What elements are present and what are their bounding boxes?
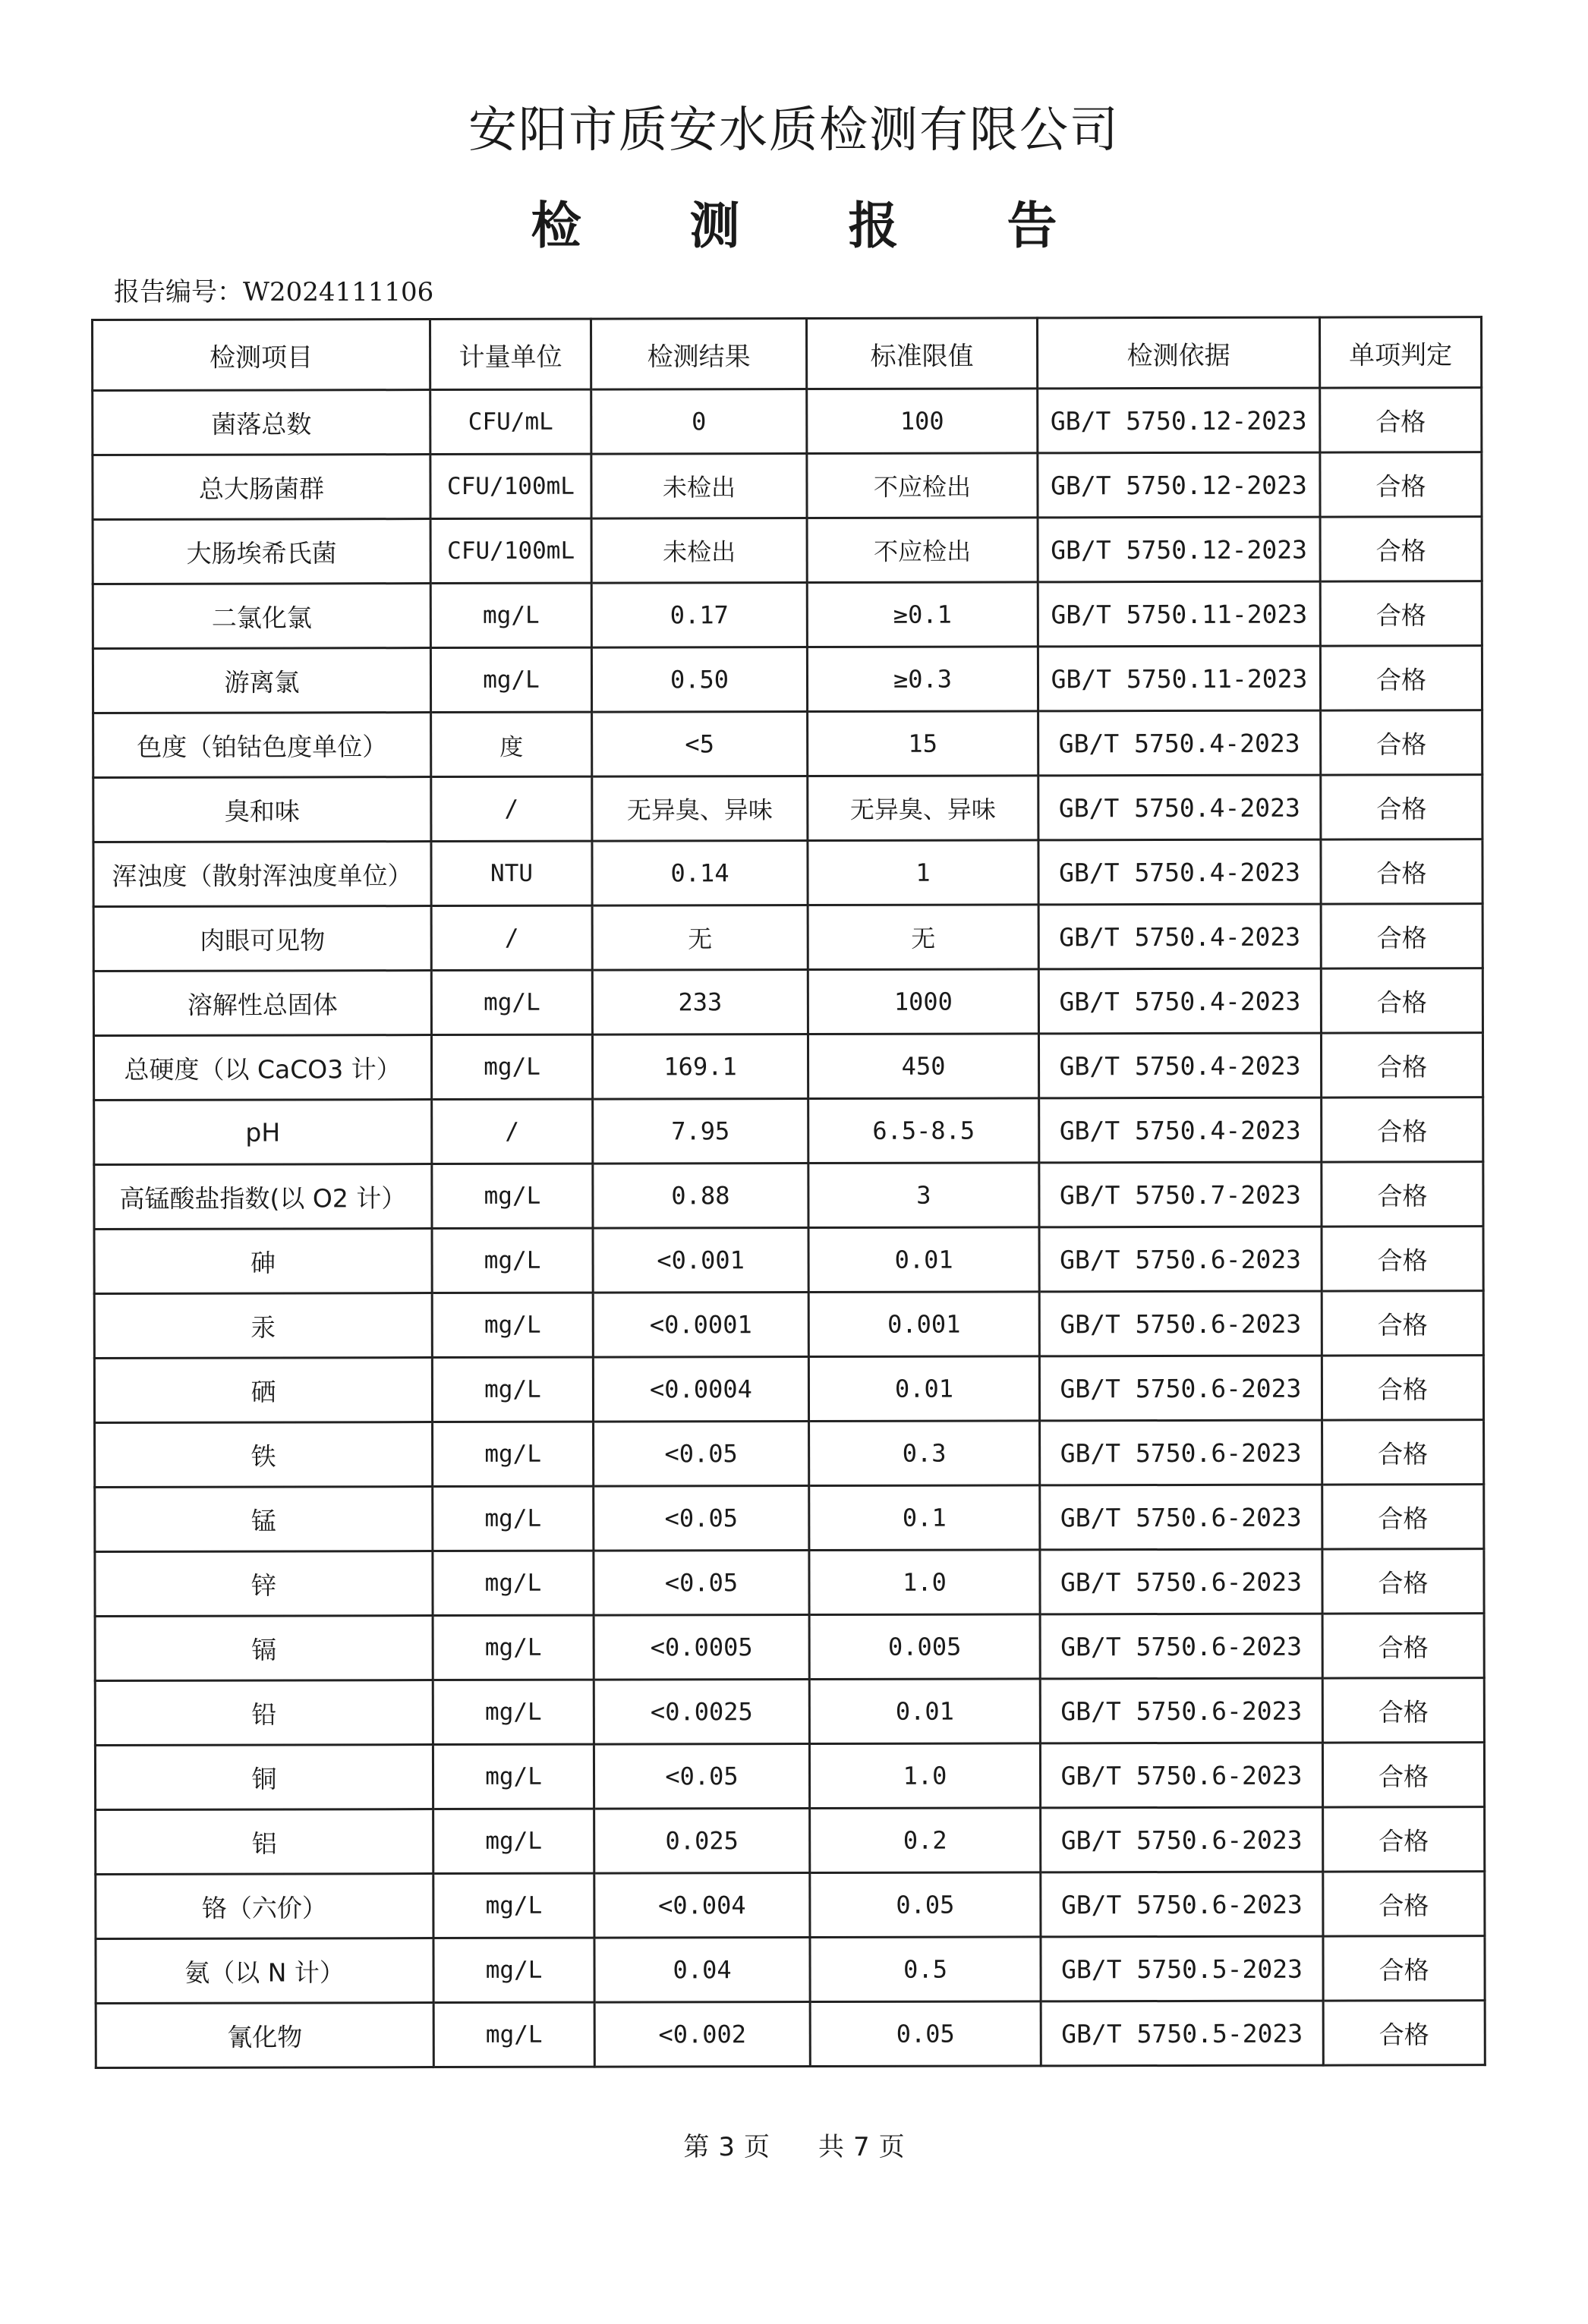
cell-limit: 无异臭、异味 — [808, 776, 1038, 841]
cell-basis: GB/T 5750.12-2023 — [1038, 452, 1320, 518]
cell-unit: / — [431, 905, 592, 970]
cell-result: <0.0025 — [594, 1680, 809, 1745]
cell-unit: mg/L — [433, 1551, 594, 1615]
table-row — [95, 1420, 1484, 1488]
cell-result: <0.0005 — [594, 1615, 809, 1680]
cell-basis: GB/T 5750.4-2023 — [1038, 710, 1321, 776]
table-row — [93, 839, 1482, 907]
cell-verdict: 合格 — [1320, 646, 1482, 710]
cell-verdict: 合格 — [1321, 710, 1482, 775]
cell-basis: GB/T 5750.6-2023 — [1040, 1549, 1322, 1614]
cell-item: 砷 — [94, 1229, 432, 1294]
cell-item: 总硬度（以 CaCO3 计） — [93, 1035, 431, 1101]
cell-unit: CFU/100mL — [430, 518, 591, 583]
cell-limit: 0.01 — [808, 1356, 1039, 1422]
cell-result: 无 — [592, 905, 808, 971]
report-number-label: 报告编号： — [114, 277, 243, 307]
cell-basis: GB/T 5750.6-2023 — [1039, 1291, 1322, 1356]
cell-unit: NTU — [431, 841, 592, 905]
cell-item: 二氯化氯 — [93, 584, 430, 649]
cell-limit: 15 — [808, 711, 1038, 776]
cell-basis: GB/T 5750.6-2023 — [1040, 1743, 1322, 1808]
cell-item: 总大肠菌群 — [93, 455, 430, 520]
total-suffix: 页 — [878, 2132, 905, 2162]
table-row — [95, 1743, 1484, 1810]
cell-limit: 450 — [808, 1034, 1038, 1099]
cell-unit: mg/L — [433, 1744, 594, 1809]
cell-verdict: 合格 — [1323, 1936, 1485, 2001]
cell-verdict: 合格 — [1321, 904, 1482, 968]
cell-verdict: 合格 — [1320, 452, 1482, 517]
cell-verdict: 合格 — [1320, 388, 1482, 452]
cell-result: <0.05 — [594, 1551, 809, 1616]
report-number — [114, 279, 433, 305]
cell-verdict: 合格 — [1322, 1097, 1483, 1162]
column-header-basis: 检测依据 — [1038, 317, 1320, 389]
table-row — [93, 968, 1482, 1036]
cell-verdict: 合格 — [1323, 1872, 1485, 1936]
cell-item: 溶解性总固体 — [93, 971, 431, 1036]
cell-item: 游离氯 — [93, 648, 430, 713]
table-row — [95, 1549, 1484, 1617]
cell-unit: mg/L — [433, 1680, 594, 1744]
cell-unit: mg/L — [430, 583, 591, 647]
table-row — [93, 646, 1482, 713]
cell-limit: 不应检出 — [807, 453, 1038, 518]
cell-basis: GB/T 5750.4-2023 — [1038, 839, 1321, 905]
cell-result: <5 — [592, 712, 808, 777]
cell-result: <0.0001 — [593, 1293, 808, 1358]
cell-verdict: 合格 — [1320, 517, 1482, 581]
cell-verdict: 合格 — [1322, 1678, 1484, 1743]
cell-basis: GB/T 5750.6-2023 — [1041, 1807, 1323, 1872]
table-row — [95, 1678, 1484, 1746]
company-name: 安阳市质安水质检测有限公司 — [468, 102, 1120, 159]
cell-item: 浑浊度（散射浑浊度单位） — [93, 842, 431, 907]
cell-unit: mg/L — [430, 647, 591, 712]
cell-item: 锰 — [95, 1487, 433, 1552]
cell-unit: CFU/100mL — [430, 454, 591, 518]
cell-limit: 无 — [808, 905, 1038, 970]
cell-limit: 1 — [808, 840, 1038, 905]
cell-basis: GB/T 5750.11-2023 — [1038, 646, 1320, 711]
table-row — [95, 1485, 1484, 1552]
cell-verdict: 合格 — [1322, 1420, 1484, 1485]
cell-verdict: 合格 — [1321, 839, 1482, 904]
cell-unit: mg/L — [433, 1422, 594, 1486]
cell-item: 硒 — [94, 1358, 432, 1423]
cell-unit: mg/L — [431, 1034, 592, 1099]
cell-limit: 3 — [808, 1163, 1039, 1228]
cell-verdict: 合格 — [1322, 1356, 1483, 1420]
cell-item: 菌落总数 — [93, 390, 430, 455]
table-row — [96, 2001, 1485, 2068]
cell-basis: GB/T 5750.4-2023 — [1038, 1033, 1321, 1098]
cell-verdict: 合格 — [1322, 1162, 1483, 1227]
cell-item: 大肠埃希氏菌 — [93, 519, 430, 584]
cell-result: <0.05 — [594, 1422, 809, 1487]
cell-unit: mg/L — [433, 1873, 594, 1938]
cell-item: 铬（六价） — [96, 1874, 433, 1939]
cell-result: <0.05 — [594, 1486, 809, 1551]
cell-basis: GB/T 5750.5-2023 — [1041, 2001, 1323, 2066]
cell-unit: mg/L — [431, 970, 592, 1034]
cell-verdict: 合格 — [1321, 775, 1482, 839]
total-prefix: 共 — [818, 2132, 844, 2162]
cell-unit: mg/L — [432, 1357, 593, 1422]
cell-limit: 0.5 — [810, 1937, 1041, 2002]
cell-basis: GB/T 5750.6-2023 — [1039, 1227, 1322, 1292]
cell-basis: GB/T 5750.12-2023 — [1038, 388, 1320, 453]
column-header-result: 检测结果 — [591, 319, 807, 390]
table-row — [94, 1097, 1483, 1165]
page-mid: 页 — [744, 2132, 770, 2162]
cell-basis: GB/T 5750.6-2023 — [1040, 1614, 1322, 1679]
cell-limit: ≥0.1 — [807, 582, 1038, 647]
cell-verdict: 合格 — [1322, 1549, 1484, 1614]
column-header-limit: 标准限值 — [807, 318, 1038, 389]
cell-limit: 不应检出 — [807, 518, 1038, 583]
cell-item: 汞 — [94, 1293, 432, 1359]
cell-unit: mg/L — [432, 1164, 593, 1228]
page-total: 7 — [853, 2132, 870, 2162]
cell-result: 未检出 — [591, 454, 807, 519]
column-header-unit: 计量单位 — [430, 319, 591, 389]
cell-limit: 0.2 — [810, 1808, 1041, 1873]
cell-unit: mg/L — [433, 1486, 594, 1551]
cell-result: <0.002 — [594, 2002, 810, 2067]
column-header-item: 检测项目 — [93, 320, 430, 391]
cell-limit: 0.05 — [810, 1872, 1041, 1938]
cell-item: 高锰酸盐指数(以 O2 计） — [94, 1164, 432, 1230]
page-current: 3 — [718, 2132, 735, 2162]
cell-result: 无异臭、异味 — [592, 776, 808, 842]
cell-verdict: 合格 — [1322, 1227, 1483, 1291]
cell-item: 臭和味 — [93, 777, 431, 842]
table-row — [93, 517, 1482, 584]
report-number-value: W2024111106 — [243, 277, 434, 307]
cell-basis: GB/T 5750.12-2023 — [1038, 517, 1320, 582]
cell-unit: mg/L — [433, 1615, 594, 1680]
table-row — [93, 452, 1482, 520]
cell-limit: 6.5-8.5 — [808, 1098, 1039, 1164]
cell-limit: 0.3 — [809, 1421, 1040, 1486]
cell-result: 0.50 — [591, 647, 807, 713]
page-prefix: 第 — [683, 2132, 710, 2162]
cell-result: <0.0004 — [593, 1357, 808, 1422]
cell-verdict: 合格 — [1321, 968, 1482, 1033]
cell-unit: mg/L — [432, 1293, 593, 1357]
cell-unit: / — [432, 1099, 593, 1164]
cell-result: 233 — [592, 970, 808, 1035]
cell-basis: GB/T 5750.4-2023 — [1038, 775, 1321, 840]
cell-unit: mg/L — [433, 1809, 594, 1873]
cell-result: 0 — [591, 389, 807, 455]
cell-limit: 0.005 — [809, 1614, 1040, 1680]
cell-verdict: 合格 — [1322, 1485, 1484, 1549]
cell-basis: GB/T 5750.4-2023 — [1039, 1097, 1322, 1163]
cell-limit: 0.01 — [809, 1679, 1040, 1744]
report-title: 检 测 报 告 — [531, 197, 1103, 255]
table-row — [94, 1291, 1483, 1359]
cell-basis: GB/T 5750.4-2023 — [1038, 968, 1321, 1034]
cell-verdict: 合格 — [1321, 1033, 1482, 1097]
table-row — [94, 1356, 1483, 1423]
cell-result: 169.1 — [592, 1034, 808, 1100]
cell-item: 氨（以 N 计） — [96, 1938, 433, 2004]
page-footer — [0, 2134, 1588, 2160]
table-row — [96, 1807, 1485, 1875]
table-row — [94, 1227, 1483, 1294]
cell-basis: GB/T 5750.6-2023 — [1039, 1356, 1322, 1421]
cell-unit: CFU/mL — [430, 389, 591, 454]
cell-item: 铁 — [95, 1422, 433, 1488]
cell-basis: GB/T 5750.7-2023 — [1039, 1162, 1322, 1227]
results-table — [91, 316, 1486, 2069]
cell-result: 7.95 — [593, 1099, 808, 1164]
cell-item: 肉眼可见物 — [93, 906, 431, 971]
cell-limit: 1.0 — [809, 1550, 1040, 1615]
table-row — [93, 1033, 1482, 1101]
cell-verdict: 合格 — [1322, 1614, 1484, 1678]
cell-item: pH — [94, 1100, 432, 1165]
cell-limit: 1000 — [808, 969, 1038, 1034]
table-row — [93, 904, 1482, 971]
cell-result: 0.88 — [593, 1164, 808, 1229]
cell-item: 氰化物 — [96, 2003, 433, 2068]
cell-limit: 1.0 — [809, 1743, 1040, 1809]
cell-item: 铜 — [95, 1745, 433, 1810]
table-row — [93, 388, 1482, 455]
cell-result: <0.004 — [594, 1873, 810, 1938]
cell-unit: mg/L — [433, 1938, 594, 2002]
table-row — [96, 1936, 1485, 2004]
cell-unit: mg/L — [433, 2002, 594, 2067]
cell-limit: 0.05 — [810, 2001, 1041, 2067]
table-row — [96, 1872, 1485, 1939]
cell-verdict: 合格 — [1322, 1743, 1484, 1807]
cell-item: 铝 — [96, 1809, 433, 1875]
cell-item: 色度（铂钴色度单位） — [93, 713, 431, 778]
cell-item: 铅 — [95, 1680, 433, 1746]
cell-limit: 0.01 — [808, 1227, 1039, 1293]
cell-item: 锌 — [95, 1551, 433, 1617]
table-row — [95, 1614, 1484, 1681]
cell-unit: 度 — [431, 712, 592, 776]
cell-limit: ≥0.3 — [807, 647, 1038, 712]
cell-limit: 100 — [807, 389, 1038, 454]
cell-verdict: 合格 — [1322, 1291, 1483, 1356]
cell-verdict: 合格 — [1323, 2001, 1485, 2065]
cell-result: 0.14 — [592, 841, 808, 906]
cell-result: 0.04 — [594, 1938, 810, 2003]
cell-basis: GB/T 5750.6-2023 — [1040, 1420, 1322, 1485]
table-row — [94, 1162, 1483, 1230]
cell-limit: 0.1 — [809, 1485, 1040, 1551]
cell-basis: GB/T 5750.6-2023 — [1040, 1485, 1322, 1550]
cell-basis: GB/T 5750.6-2023 — [1041, 1872, 1323, 1937]
cell-basis: GB/T 5750.6-2023 — [1040, 1678, 1322, 1743]
table-header-row — [93, 317, 1482, 391]
table-body — [93, 388, 1486, 2068]
table-row — [93, 710, 1482, 778]
column-header-verdict: 单项判定 — [1319, 317, 1481, 388]
table-row — [93, 581, 1482, 649]
table-row — [93, 775, 1482, 842]
cell-result: 未检出 — [591, 518, 807, 584]
cell-basis: GB/T 5750.4-2023 — [1038, 904, 1321, 969]
cell-limit: 0.001 — [808, 1292, 1039, 1357]
cell-result: 0.17 — [591, 583, 807, 648]
cell-unit: mg/L — [432, 1228, 593, 1293]
cell-basis: GB/T 5750.11-2023 — [1038, 581, 1320, 647]
cell-verdict: 合格 — [1323, 1807, 1485, 1872]
cell-result: <0.001 — [593, 1228, 808, 1293]
cell-item: 镉 — [95, 1616, 433, 1681]
cell-result: 0.025 — [594, 1809, 810, 1874]
cell-result: <0.05 — [594, 1744, 809, 1809]
cell-basis: GB/T 5750.5-2023 — [1041, 1936, 1323, 2001]
cell-verdict: 合格 — [1320, 581, 1482, 646]
cell-unit: / — [431, 776, 592, 841]
